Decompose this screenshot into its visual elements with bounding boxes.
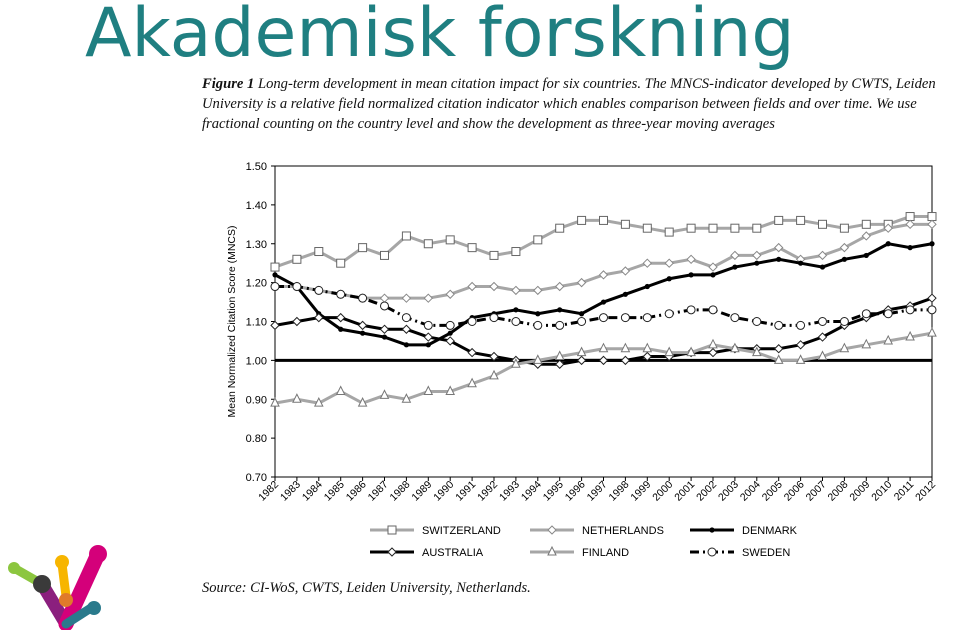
y-tick-label: 0.70 xyxy=(245,472,267,484)
data-point-switzerland xyxy=(665,228,673,236)
colorful-molecule-logo xyxy=(0,540,110,630)
data-point-switzerland xyxy=(643,224,651,232)
figure-caption-label: Figure 1 xyxy=(202,76,255,92)
y-tick-label: 1.20 xyxy=(245,277,267,290)
x-tick-label: 2002 xyxy=(694,478,720,504)
data-point-australia xyxy=(293,318,301,326)
data-point-switzerland xyxy=(402,232,410,240)
x-tick-label: 1987 xyxy=(365,478,391,504)
figure-caption-text: Long-term development in mean citation impact for six countries. The MNCS-indicator developed by CWTS, Leiden University is a relative field normalized citation indicator which enables comparison between fields and over time. We use fractional counting on the country level and show the development as three-year moving averages xyxy=(202,76,936,132)
data-point-sweden xyxy=(840,318,848,326)
data-point-sweden xyxy=(906,306,914,314)
data-point-netherlands xyxy=(753,251,761,259)
y-axis-label: Mean Normalized Citation Score (MNCS) xyxy=(226,225,238,418)
data-point-netherlands xyxy=(643,259,651,267)
data-point-netherlands xyxy=(665,259,673,267)
data-point-netherlands xyxy=(381,294,389,302)
data-point-switzerland xyxy=(315,248,323,256)
legend-label-sweden: SWEDEN xyxy=(742,547,791,559)
data-point-sweden xyxy=(862,310,870,318)
x-tick-label: 1986 xyxy=(343,478,369,504)
data-point-switzerland xyxy=(600,216,608,224)
data-point-switzerland xyxy=(381,251,389,259)
x-tick-label: 1990 xyxy=(431,478,457,504)
x-tick-label: 2011 xyxy=(891,478,917,504)
legend-label-finland: FINLAND xyxy=(582,547,630,559)
y-tick-label: 0.80 xyxy=(245,433,267,446)
data-point-sweden xyxy=(424,321,432,329)
data-point-switzerland xyxy=(840,224,848,232)
data-point-sweden xyxy=(315,286,323,294)
data-point-sweden xyxy=(884,310,892,318)
data-point-finland xyxy=(337,386,345,394)
data-point-switzerland xyxy=(709,224,717,232)
data-point-denmark xyxy=(732,264,737,269)
data-point-sweden xyxy=(468,318,476,326)
data-point-denmark xyxy=(382,334,387,339)
data-point-sweden xyxy=(775,321,783,329)
x-tick-label: 2009 xyxy=(847,478,873,504)
data-point-denmark xyxy=(864,253,869,258)
data-point-denmark xyxy=(426,342,431,347)
legend-label-switzerland: SWITZERLAND xyxy=(422,525,501,537)
data-point-switzerland xyxy=(687,224,695,232)
data-point-australia xyxy=(621,356,629,364)
data-point-switzerland xyxy=(621,220,629,228)
data-point-sweden xyxy=(490,314,498,322)
data-point-switzerland xyxy=(753,224,761,232)
data-point-netherlands xyxy=(621,267,629,275)
data-point-switzerland xyxy=(293,255,301,263)
data-point-australia xyxy=(337,314,345,322)
data-point-switzerland xyxy=(359,244,367,252)
data-point-sweden xyxy=(731,314,739,322)
data-point-denmark xyxy=(448,331,453,336)
legend-marker-switzerland xyxy=(388,526,396,534)
x-tick-label: 1984 xyxy=(299,478,325,504)
data-point-switzerland xyxy=(556,224,564,232)
data-point-netherlands xyxy=(556,283,564,291)
data-point-netherlands xyxy=(819,251,827,259)
data-point-switzerland xyxy=(424,240,432,248)
x-tick-label: 1983 xyxy=(278,478,304,504)
data-point-sweden xyxy=(687,306,695,314)
data-point-switzerland xyxy=(819,220,827,228)
legend-marker-sweden xyxy=(708,548,716,556)
data-point-australia xyxy=(709,349,717,357)
data-point-denmark xyxy=(929,241,934,246)
data-point-netherlands xyxy=(600,271,608,279)
series-line-australia xyxy=(275,298,932,364)
data-point-sweden xyxy=(271,283,279,291)
data-point-denmark xyxy=(623,292,628,297)
data-point-switzerland xyxy=(512,248,520,256)
data-point-sweden xyxy=(381,302,389,310)
data-point-switzerland xyxy=(906,213,914,221)
data-point-sweden xyxy=(643,314,651,322)
data-point-sweden xyxy=(556,321,564,329)
data-point-australia xyxy=(797,341,805,349)
y-tick-label: 1.40 xyxy=(245,199,267,212)
x-tick-label: 1982 xyxy=(256,478,282,504)
data-point-switzerland xyxy=(446,236,454,244)
data-point-australia xyxy=(424,333,432,341)
data-point-sweden xyxy=(578,318,586,326)
x-tick-label: 2010 xyxy=(869,478,895,504)
data-point-denmark xyxy=(820,264,825,269)
data-point-netherlands xyxy=(512,286,520,294)
data-point-netherlands xyxy=(687,255,695,263)
data-point-australia xyxy=(578,356,586,364)
data-point-denmark xyxy=(557,307,562,312)
data-point-sweden xyxy=(928,306,936,314)
x-tick-label: 2004 xyxy=(737,478,763,504)
figure-source: Source: CI-WoS, CWTS, Leiden University, Netherlands. xyxy=(202,580,531,596)
x-tick-label: 1989 xyxy=(409,478,435,504)
data-point-australia xyxy=(775,345,783,353)
data-point-denmark xyxy=(842,257,847,262)
slide-title: Akademisk forskning xyxy=(85,0,795,73)
legend-label-australia: AUSTRALIA xyxy=(422,547,484,559)
x-tick-label: 1998 xyxy=(606,478,632,504)
data-point-denmark xyxy=(908,245,913,250)
data-point-sweden xyxy=(600,314,608,322)
data-point-australia xyxy=(928,294,936,302)
data-point-switzerland xyxy=(797,216,805,224)
data-point-denmark xyxy=(404,342,409,347)
data-point-switzerland xyxy=(775,216,783,224)
data-point-denmark xyxy=(776,257,781,262)
data-point-switzerland xyxy=(468,244,476,252)
data-point-denmark xyxy=(535,311,540,316)
data-point-denmark xyxy=(710,272,715,277)
data-point-australia xyxy=(271,321,279,329)
x-tick-label: 1995 xyxy=(540,478,566,504)
data-point-sweden xyxy=(534,321,542,329)
data-point-switzerland xyxy=(928,213,936,221)
data-point-australia xyxy=(359,321,367,329)
legend-label-netherlands: NETHERLANDS xyxy=(582,525,664,537)
data-point-denmark xyxy=(272,272,277,277)
data-point-switzerland xyxy=(578,216,586,224)
y-tick-label: 1.00 xyxy=(245,355,267,368)
data-point-netherlands xyxy=(490,283,498,291)
data-point-denmark xyxy=(689,272,694,277)
data-point-denmark xyxy=(886,241,891,246)
data-point-netherlands xyxy=(424,294,432,302)
x-tick-label: 1993 xyxy=(497,478,523,504)
data-point-denmark xyxy=(667,276,672,281)
x-tick-label: 1991 xyxy=(453,478,479,504)
x-tick-label: 1999 xyxy=(628,478,654,504)
data-point-sweden xyxy=(709,306,717,314)
x-tick-label: 1992 xyxy=(475,478,501,504)
data-point-denmark xyxy=(360,331,365,336)
data-point-denmark xyxy=(645,284,650,289)
data-point-switzerland xyxy=(271,263,279,271)
x-tick-label: 1994 xyxy=(518,478,544,504)
data-point-denmark xyxy=(513,307,518,312)
data-point-denmark xyxy=(601,299,606,304)
y-tick-label: 1.50 xyxy=(245,161,267,173)
data-point-australia xyxy=(381,325,389,333)
x-tick-label: 2003 xyxy=(716,478,742,504)
x-tick-label: 1997 xyxy=(584,478,610,504)
legend-marker-netherlands xyxy=(548,526,556,534)
x-tick-label: 1985 xyxy=(321,478,347,504)
data-point-sweden xyxy=(621,314,629,322)
legend-marker-denmark xyxy=(709,527,714,532)
data-point-australia xyxy=(600,356,608,364)
x-tick-label: 2005 xyxy=(759,478,785,504)
legend-label-denmark: DENMARK xyxy=(742,525,798,537)
data-point-switzerland xyxy=(862,220,870,228)
data-point-switzerland xyxy=(534,236,542,244)
data-point-sweden xyxy=(753,318,761,326)
data-point-netherlands xyxy=(578,279,586,287)
x-tick-label: 2012 xyxy=(913,478,939,504)
x-tick-label: 2001 xyxy=(672,478,698,504)
data-point-switzerland xyxy=(337,259,345,267)
data-point-netherlands xyxy=(906,220,914,228)
data-point-sweden xyxy=(293,283,301,291)
data-point-australia xyxy=(402,325,410,333)
x-tick-label: 2008 xyxy=(825,478,851,504)
data-point-switzerland xyxy=(490,251,498,259)
data-point-sweden xyxy=(402,314,410,322)
data-point-sweden xyxy=(337,290,345,298)
data-point-sweden xyxy=(359,294,367,302)
data-point-netherlands xyxy=(928,220,936,228)
data-point-sweden xyxy=(797,321,805,329)
x-tick-label: 2006 xyxy=(781,478,807,504)
y-tick-label: 0.90 xyxy=(245,394,267,407)
y-tick-label: 1.10 xyxy=(245,316,267,329)
y-tick-label: 1.30 xyxy=(245,238,267,251)
data-point-sweden xyxy=(446,321,454,329)
data-point-sweden xyxy=(665,310,673,318)
data-point-sweden xyxy=(512,318,520,326)
series-line-netherlands xyxy=(275,224,932,298)
x-tick-label: 1996 xyxy=(562,478,588,504)
data-point-netherlands xyxy=(534,286,542,294)
data-point-switzerland xyxy=(731,224,739,232)
x-tick-label: 2000 xyxy=(650,478,676,504)
data-point-denmark xyxy=(798,261,803,266)
data-point-netherlands xyxy=(402,294,410,302)
data-point-netherlands xyxy=(468,283,476,291)
data-point-denmark xyxy=(579,311,584,316)
data-point-denmark xyxy=(338,327,343,332)
legend-marker-australia xyxy=(388,548,396,556)
data-point-netherlands xyxy=(446,290,454,298)
x-tick-label: 2007 xyxy=(803,478,829,504)
x-tick-label: 1988 xyxy=(387,478,413,504)
data-point-denmark xyxy=(754,261,759,266)
data-point-sweden xyxy=(819,318,827,326)
